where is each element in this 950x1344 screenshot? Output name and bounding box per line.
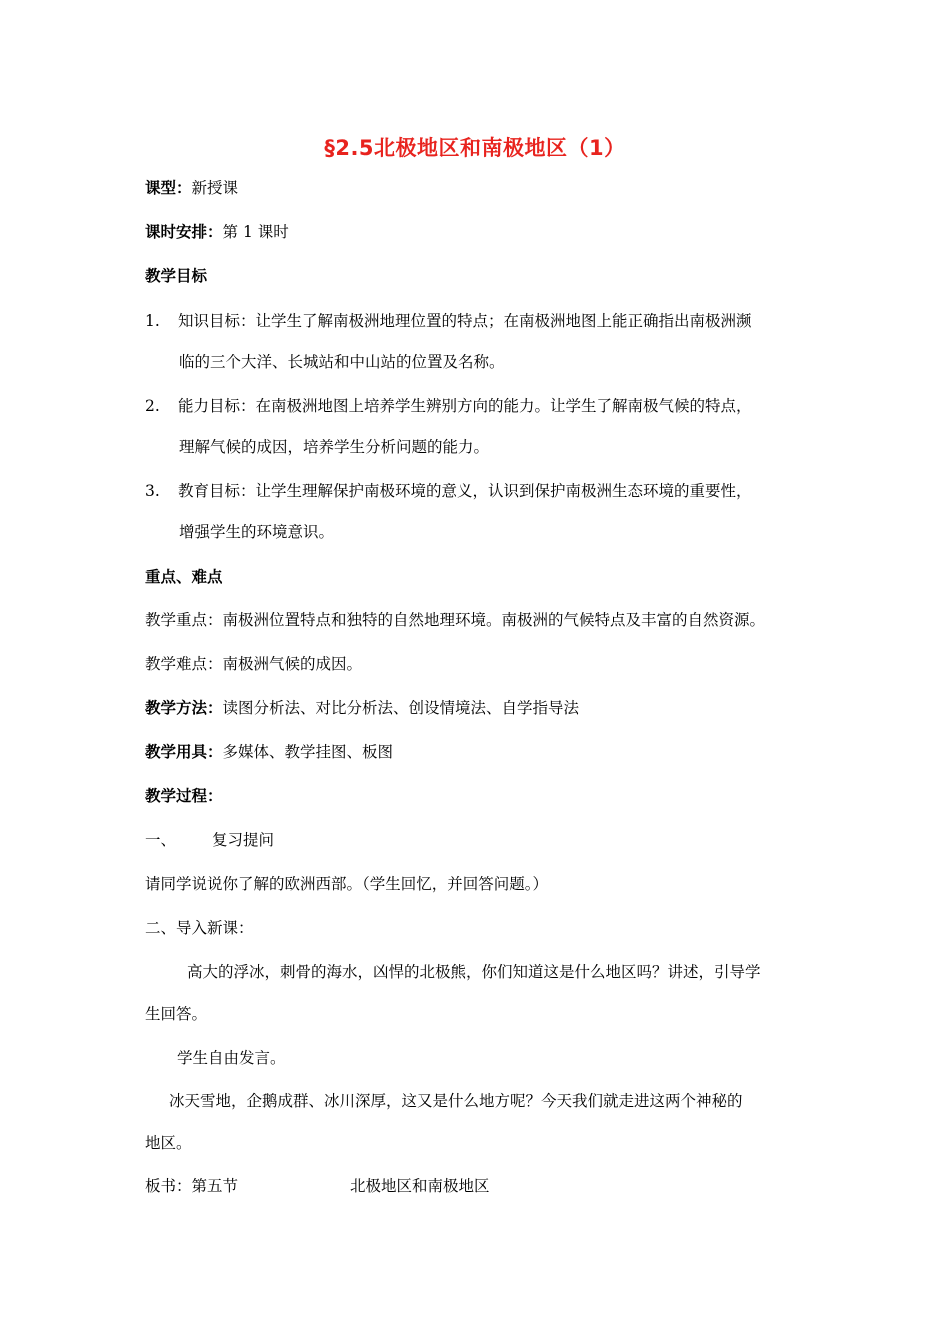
objective-2-line2: 理解气候的成因，培养学生分析问题的能力。 <box>179 438 490 456</box>
step-1-number: 一、 <box>145 831 177 849</box>
objective-3-line2: 增强学生的环境意识。 <box>179 523 335 541</box>
step-2-heading: 二、导入新课： <box>145 919 254 937</box>
objective-2-text: 能力目标：在南极洲地图上培养学生辨别方向的能力。让学生了解南极气候的特点， <box>178 397 752 415</box>
objective-2-number: 2. <box>145 397 160 415</box>
objective-3-number: 3. <box>145 482 160 500</box>
step-1-heading <box>145 830 274 850</box>
tools-label: 教学用具： <box>145 743 223 761</box>
objective-2-line1 <box>145 396 752 416</box>
methods-label: 教学方法： <box>145 699 223 717</box>
methods-value: 读图分析法、对比分析法、创设情境法、自学指导法 <box>222 699 580 717</box>
objective-3-text: 教育目标：让学生理解保护南极环境的意义，认识到保护南极洲生态环境的重要性， <box>178 482 752 500</box>
course-type-value: 新授课 <box>191 179 239 197</box>
paragraph-1-line2: 生回答。 <box>145 1005 208 1023</box>
paragraph-3-line1: 冰天雪地，企鹅成群、冰川深厚，这又是什么地方呢？今天我们就走进这两个神秘的 <box>169 1092 743 1110</box>
course-type-label: 课型 <box>145 179 177 197</box>
step-1-text: 请同学说说你了解的欧洲西部。（学生回忆，并回答问题。） <box>145 875 549 893</box>
objective-1-text: 知识目标：让学生了解南极洲地理位置的特点；在南极洲地图上能正确指出南极洲濒 <box>178 312 752 330</box>
objective-1-number: 1. <box>145 312 160 330</box>
objective-1-line2: 临的三个大洋、长城站和中山站的位置及名称。 <box>179 353 505 371</box>
board-line <box>145 1176 490 1196</box>
methods-line <box>145 698 579 718</box>
tools-value: 多媒体、教学挂图、板图 <box>222 743 394 761</box>
objectives-heading: 教学目标 <box>145 267 208 285</box>
course-type-line <box>145 178 238 198</box>
board-title: 北极地区和南极地区 <box>350 1177 490 1195</box>
paragraph-1-line1: 高大的浮冰，刺骨的海水，凶悍的北极熊，你们知道这是什么地区吗？讲述，引导学 <box>187 963 761 981</box>
objective-1-line1 <box>145 311 752 331</box>
schedule-line <box>145 222 289 242</box>
step-1-title: 复习提问 <box>212 831 275 849</box>
page-title: §2.5北极地区和南极地区（1） <box>324 136 626 160</box>
schedule-label: 课时安排： <box>145 223 223 241</box>
process-heading: 教学过程： <box>145 787 223 805</box>
board-label: 板书：第五节 <box>145 1177 239 1195</box>
objective-3-line1 <box>145 481 752 501</box>
teaching-focus: 教学重点：南极洲位置特点和独特的自然地理环境。南极洲的气候特点及丰富的自然资源。 <box>145 611 766 629</box>
paragraph-3-line2: 地区。 <box>145 1134 192 1152</box>
key-points-heading: 重点、难点 <box>145 568 223 586</box>
colon: ： <box>176 179 192 197</box>
paragraph-2: 学生自由发言。 <box>177 1049 286 1067</box>
teaching-difficulty: 教学难点：南极洲气候的成因。 <box>145 655 363 673</box>
tools-line <box>145 742 393 762</box>
schedule-value: 第 1 课时 <box>222 223 289 241</box>
